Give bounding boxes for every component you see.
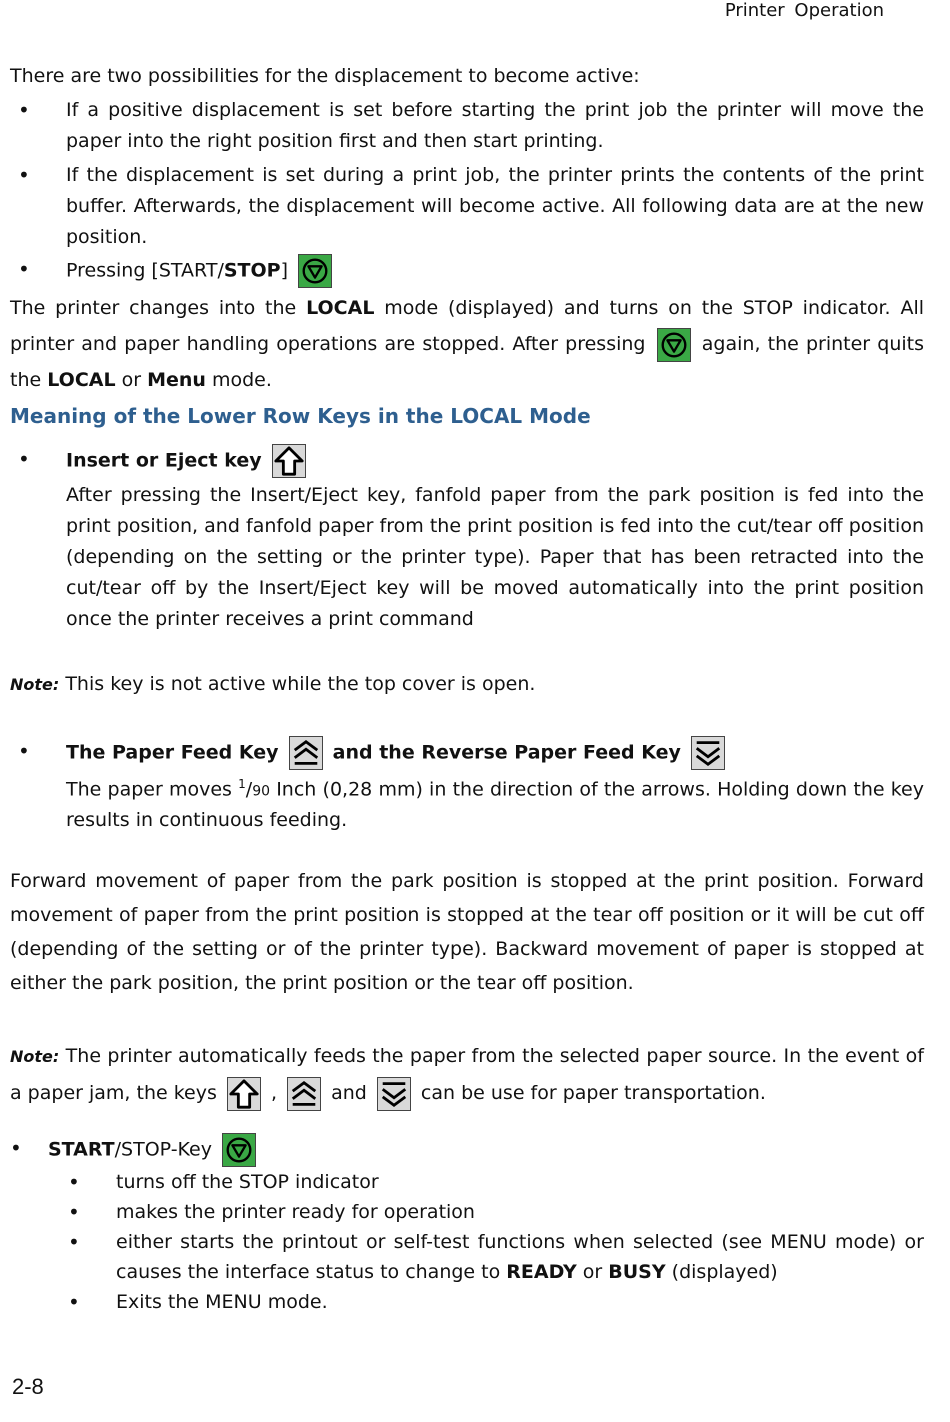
insert-key-title: Insert or Eject key bbox=[66, 449, 262, 472]
insert-key-section bbox=[10, 444, 924, 635]
paper-feed-key-icon bbox=[289, 736, 323, 770]
local-bold: LOCAL bbox=[47, 369, 116, 391]
list-item bbox=[58, 1197, 924, 1227]
note-text: This key is not active while the top cover is open. bbox=[65, 673, 536, 695]
stop-key-icon bbox=[298, 254, 332, 288]
local-bold: LOCAL bbox=[306, 297, 375, 319]
start-stop-section bbox=[10, 1133, 924, 1317]
text-run: or bbox=[115, 369, 148, 391]
insert-eject-key-icon bbox=[227, 1077, 261, 1111]
list-item bbox=[58, 1287, 924, 1317]
bracket-text: ] bbox=[280, 259, 289, 282]
busy-bold: BUSY bbox=[608, 1261, 666, 1283]
intro-lead: There are two possibilities for the displacement to become active: bbox=[10, 65, 640, 87]
note-label: Note: bbox=[10, 1047, 60, 1066]
list-item bbox=[10, 95, 924, 157]
sublist-text: Exits the MENU mode. bbox=[116, 1291, 328, 1313]
page-header: Printer Operation bbox=[724, 0, 884, 21]
bullet-dot: • bbox=[68, 1230, 80, 1254]
intro-bullet-list bbox=[10, 95, 924, 157]
start-stop-title: /STOP-Key bbox=[114, 1138, 212, 1161]
intro-bullet-2: If the displacement is set during a print job, the printer prints the contents of the print buffer. Afterwards, the displacement will become active. All following data are at the new position. bbox=[66, 164, 924, 248]
intro-bullet-1: If a positive displacement is set before starting the print job the printer will move the paper into the right position first and then start printing. bbox=[66, 99, 924, 152]
ready-bold: READY bbox=[506, 1261, 577, 1283]
note-text: The printer automatically feeds the paper from the selected paper source. In the event of a paper jam, the keys bbox=[10, 1045, 924, 1104]
list-item bbox=[10, 1133, 924, 1317]
list-item bbox=[58, 1167, 924, 1197]
text-run: (displayed) bbox=[665, 1261, 778, 1283]
feed-key-section bbox=[10, 736, 924, 835]
reverse-paper-feed-key-icon bbox=[691, 736, 725, 770]
start-stop-sublist bbox=[58, 1167, 924, 1317]
note-1 bbox=[10, 669, 924, 700]
bullet-dot: • bbox=[18, 447, 30, 471]
bullet-dot: • bbox=[10, 1136, 22, 1160]
list-item bbox=[10, 254, 924, 288]
sublist-text: makes the printer ready for operation bbox=[116, 1201, 475, 1223]
fraction-numerator: 1 bbox=[238, 777, 246, 791]
list-item bbox=[58, 1227, 924, 1287]
stop-bold-text: STOP bbox=[223, 259, 281, 282]
feed-key-body bbox=[66, 770, 924, 835]
paper-feed-key-icon bbox=[287, 1077, 321, 1111]
stop-key-icon bbox=[657, 328, 691, 362]
bullet-dot: • bbox=[68, 1170, 80, 1194]
list-item bbox=[10, 444, 924, 635]
text-run: Inch (0,28 mm) in the direction of the arrows. Holding down the key results in continuous feeding. bbox=[66, 778, 924, 832]
text-run: or bbox=[576, 1261, 609, 1283]
section-heading: Meaning of the Lower Row Keys in the LOCAL Mode bbox=[10, 404, 591, 428]
forward-movement-paragraph: Forward movement of paper from the park position is stopped at the print position. Forward movement of paper from the print position is stopped at the tear off position or it will be cut off (depending of the setting or of the printer type). Backward movement of paper is stopped at either the park position, the print position or the tear off position. bbox=[10, 870, 924, 994]
page-number: 2-8 bbox=[12, 1374, 44, 1399]
fraction-denominator: 90 bbox=[252, 783, 271, 800]
bullet-dot: • bbox=[18, 98, 30, 122]
bullet-dot: • bbox=[68, 1290, 80, 1314]
intro-bullet-list-2 bbox=[10, 160, 924, 253]
local-mode-paragraph bbox=[10, 290, 924, 398]
start-bold: START bbox=[48, 1138, 115, 1161]
text-run: mode. bbox=[205, 369, 272, 391]
bullet-dot: • bbox=[68, 1200, 80, 1224]
bullet-dot: • bbox=[18, 163, 30, 187]
note-text: can be use for paper transportation. bbox=[414, 1082, 766, 1104]
reverse-feed-key-title: and the Reverse Paper Feed Key bbox=[332, 741, 681, 764]
feed-key-title: The Paper Feed Key bbox=[66, 741, 279, 764]
menu-bold: Menu bbox=[147, 369, 206, 391]
comma-text: , bbox=[264, 1082, 284, 1104]
intro-bullet-list-3 bbox=[10, 254, 924, 288]
text-run: The paper moves bbox=[66, 778, 239, 801]
pressing-text: Pressing [START/ bbox=[66, 259, 224, 282]
insert-key-body: After pressing the Insert/Eject key, fanfold paper from the park position is fed into the print position, and fanfold paper from the print position is fed into the cut/tear off position (depending on the setting or the printer type). Paper that has been retracted into the cut/tear off by the Insert/Eject key will be moved automatically into the print position once the printer receives a print command bbox=[66, 484, 924, 630]
sublist-text: either starts the printout or self-test functions when selected (see MENU mode) or causes the interface status to change to bbox=[116, 1231, 924, 1283]
stop-key-icon bbox=[222, 1133, 256, 1167]
list-item bbox=[10, 736, 924, 835]
text-run: The printer changes into the bbox=[10, 297, 307, 319]
list-item bbox=[10, 160, 924, 253]
reverse-paper-feed-key-icon bbox=[377, 1077, 411, 1111]
note-label: Note: bbox=[10, 675, 60, 694]
fraction-slash: / bbox=[245, 778, 253, 801]
note-2 bbox=[10, 1038, 924, 1111]
text-run: again, the printer quits the bbox=[10, 333, 925, 391]
and-text: and bbox=[325, 1082, 373, 1104]
insert-eject-key-icon bbox=[272, 444, 306, 478]
text-run: mode (displayed) and turns on the STOP indicator. All printer and paper handling operations are stopped. After pressing bbox=[10, 297, 924, 355]
sublist-text: turns off the STOP indicator bbox=[116, 1171, 379, 1193]
bullet-dot: • bbox=[18, 257, 30, 281]
bullet-dot: • bbox=[18, 739, 30, 763]
